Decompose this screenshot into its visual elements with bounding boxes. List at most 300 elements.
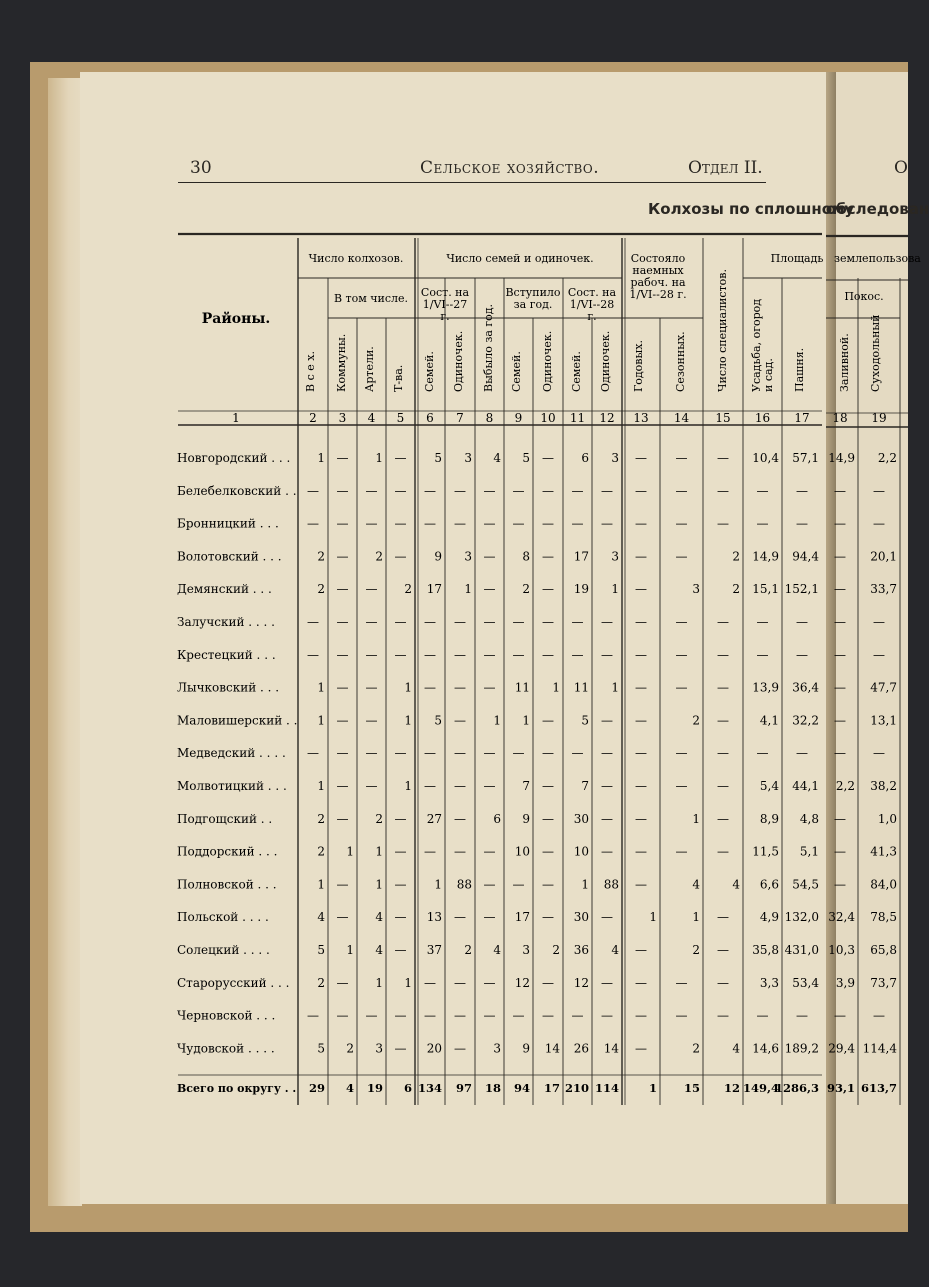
cell-col-5: — xyxy=(394,516,407,531)
cell-col-3: — xyxy=(336,549,349,564)
cell-col-8: — xyxy=(483,516,496,531)
header-families-joined: Семей. xyxy=(510,351,523,392)
cell-col-19: 47,7 xyxy=(870,680,897,695)
district-name: Волотовский . . . xyxy=(177,549,282,564)
header-dry: Суходольный xyxy=(869,314,882,392)
header-state-1927 xyxy=(421,286,470,323)
cell-col-12: — xyxy=(601,483,613,498)
section-label: Отдел II. xyxy=(688,158,763,178)
district-name: Черновской . . . xyxy=(177,1008,276,1023)
cell-col-8: — xyxy=(483,647,496,662)
cell-col-3: — xyxy=(336,647,349,662)
cell-col-6: 5 xyxy=(434,713,442,728)
cell-col-5: 1 xyxy=(404,779,412,793)
cell-col-2: 2 xyxy=(317,549,325,564)
cell-col-12: 114 xyxy=(594,1081,619,1095)
cell-col-7: 2 xyxy=(464,943,472,957)
cell-col-7: — xyxy=(454,713,466,728)
cell-col-3: — xyxy=(336,779,349,793)
cell-col-2: — xyxy=(307,516,319,531)
cell-col-2: — xyxy=(307,483,319,498)
district-name: Подгощский . . xyxy=(177,811,273,826)
header-left: Выбыло за год. xyxy=(482,303,495,392)
district-name: Маловишерский . . xyxy=(177,713,298,728)
cell-col-17: 53,4 xyxy=(792,975,819,990)
cell-col-19: 2,2 xyxy=(877,451,897,465)
cell-col-4: 2 xyxy=(375,811,383,826)
cell-col-16: 35,8 xyxy=(752,943,779,957)
cell-col-14: — xyxy=(675,975,688,990)
cell-col-16: 14,6 xyxy=(752,1041,779,1056)
cell-col-18: — xyxy=(834,1008,846,1023)
cell-col-7: — xyxy=(454,1041,466,1056)
district-name: Демянский . . . xyxy=(177,582,272,597)
cell-col-19: — xyxy=(873,483,885,498)
cell-col-18: — xyxy=(834,811,846,826)
cell-col-7: — xyxy=(454,615,466,629)
table-row xyxy=(177,681,897,695)
cell-col-8: 6 xyxy=(493,811,501,826)
cell-col-6: — xyxy=(424,615,436,629)
table-row xyxy=(177,484,885,498)
cell-col-16: — xyxy=(756,516,769,531)
district-name: Новгородский . . . xyxy=(177,451,291,465)
cell-col-7: 3 xyxy=(464,549,472,564)
cell-col-4: 1 xyxy=(375,451,383,465)
cell-col-7: — xyxy=(454,779,466,793)
district-name: Старорусский . . . xyxy=(177,975,290,990)
cell-col-2: — xyxy=(307,647,319,662)
cell-col-5: — xyxy=(394,877,407,892)
cell-col-14: 2 xyxy=(692,1041,700,1056)
cell-col-14: — xyxy=(675,451,688,465)
cell-col-17: — xyxy=(796,647,808,662)
cell-col-2: 2 xyxy=(317,811,325,826)
cell-col-13: — xyxy=(635,943,647,957)
cell-col-15: 2 xyxy=(732,582,740,597)
cell-col-8: 3 xyxy=(493,1041,501,1056)
column-number-19: 19 xyxy=(871,411,887,425)
cell-col-2: 2 xyxy=(317,844,325,859)
cell-col-9: 8 xyxy=(522,549,530,564)
cell-col-18: — xyxy=(834,844,846,859)
cell-col-15: — xyxy=(717,483,729,498)
cell-col-2: 2 xyxy=(317,582,325,597)
district-name: Всего по округу . . xyxy=(177,1082,297,1095)
cell-col-18: — xyxy=(834,549,846,564)
cell-col-12: 14 xyxy=(603,1041,619,1056)
table-row xyxy=(177,877,897,891)
cell-col-17: — xyxy=(796,615,808,629)
header-state-1928 xyxy=(568,286,617,323)
cell-col-13: — xyxy=(635,975,647,990)
cell-col-14: — xyxy=(675,746,688,761)
cell-col-10: 14 xyxy=(544,1041,560,1056)
table-title-continuation: обследован xyxy=(826,200,929,218)
cell-col-5: 1 xyxy=(404,680,412,695)
cell-col-9: — xyxy=(512,483,525,498)
header-districts: Районы. xyxy=(201,311,271,327)
cell-col-5: 1 xyxy=(404,975,412,990)
cell-col-12: — xyxy=(601,746,613,761)
column-number-8: 8 xyxy=(485,411,494,425)
column-number-15: 15 xyxy=(715,411,731,425)
cell-col-4: — xyxy=(365,647,378,662)
table-body xyxy=(177,451,897,1095)
district-name: Солецкий . . . . xyxy=(177,943,270,957)
cell-col-6: 1 xyxy=(434,877,442,892)
column-number-9: 9 xyxy=(514,411,523,425)
cell-col-8: 4 xyxy=(493,943,501,957)
cell-col-6: 5 xyxy=(434,451,442,465)
district-name: Лычковский . . . xyxy=(177,680,280,695)
cell-col-12: — xyxy=(601,910,613,925)
column-number-2: 2 xyxy=(309,411,317,425)
cell-col-6: — xyxy=(424,1008,436,1023)
cell-col-4: 3 xyxy=(375,1041,383,1056)
cell-col-15: 4 xyxy=(732,1041,740,1056)
district-name: Медведский . . . . xyxy=(177,746,286,761)
cell-col-7: — xyxy=(454,844,466,859)
cell-col-12: 3 xyxy=(611,549,619,564)
cell-col-4: — xyxy=(365,680,378,695)
column-number-14: 14 xyxy=(673,411,690,425)
cell-col-9: 17 xyxy=(514,910,530,925)
cell-col-3: 4 xyxy=(345,1081,354,1095)
column-number-1: 1 xyxy=(232,411,240,425)
cell-col-16: — xyxy=(756,1008,769,1023)
cell-col-8: — xyxy=(483,549,496,564)
header-artels: Артели. xyxy=(363,346,376,392)
cell-col-12: 1 xyxy=(611,680,619,695)
cell-col-10: 17 xyxy=(543,1081,560,1095)
cell-col-16: 3,3 xyxy=(759,975,779,990)
cell-col-11: 36 xyxy=(573,943,589,957)
cell-col-6: 9 xyxy=(434,549,442,564)
cell-col-18: — xyxy=(834,483,846,498)
cell-col-13: — xyxy=(635,1041,647,1056)
cell-col-3: — xyxy=(336,910,349,925)
cell-col-14: 3 xyxy=(692,582,700,597)
cell-col-17: — xyxy=(796,1008,808,1023)
cell-col-18: 93,1 xyxy=(826,1081,855,1095)
cell-col-8: — xyxy=(483,844,496,859)
cell-col-9: — xyxy=(512,1008,525,1023)
cell-col-11: 1 xyxy=(581,877,589,892)
cell-col-6: 37 xyxy=(426,943,442,957)
column-number-7: 7 xyxy=(456,411,464,425)
cell-col-18: — xyxy=(834,582,846,597)
header-families-and-singles: Число семей и одиночек. xyxy=(446,252,594,265)
cell-col-3: — xyxy=(336,713,349,728)
cell-col-11: 7 xyxy=(581,779,589,793)
cell-col-2: 5 xyxy=(317,1041,325,1056)
cell-col-4: — xyxy=(365,1008,378,1023)
cell-col-8: — xyxy=(483,582,496,597)
cell-col-5: — xyxy=(394,1041,407,1056)
cell-col-16: 6,6 xyxy=(759,877,779,892)
cell-col-9: — xyxy=(512,516,525,531)
cell-col-10: — xyxy=(542,647,554,662)
cell-col-16: — xyxy=(756,615,769,629)
cell-col-13: — xyxy=(635,647,647,662)
column-number-11: 11 xyxy=(569,411,586,425)
cell-col-7: 88 xyxy=(456,877,472,892)
cell-col-5: — xyxy=(394,943,407,957)
cell-col-3: — xyxy=(336,615,349,629)
cell-col-12: — xyxy=(601,975,613,990)
district-name: Поддорский . . . xyxy=(177,844,278,859)
cell-col-14: 2 xyxy=(692,943,700,957)
cell-col-18: — xyxy=(834,877,846,892)
cell-col-14: 4 xyxy=(692,877,700,892)
cell-col-7: — xyxy=(454,811,466,826)
header-singles-1927: Одиночек. xyxy=(452,330,465,392)
cell-col-15: 4 xyxy=(732,877,740,892)
header-singles-1928: Одиночек. xyxy=(599,330,612,392)
cell-col-6: 17 xyxy=(426,582,442,597)
cell-col-4: 1 xyxy=(375,975,383,990)
cell-col-8: — xyxy=(483,483,496,498)
cell-col-4: — xyxy=(365,516,378,531)
cell-col-11: 12 xyxy=(573,975,589,990)
cell-col-9: 12 xyxy=(514,975,530,990)
header-homestead-text: Усадьба, огороди сад. xyxy=(750,298,775,392)
cell-col-13: — xyxy=(635,582,647,597)
header-state-1928-text: Сост. на 1/VI--28 г. xyxy=(567,286,617,323)
column-number-10: 10 xyxy=(540,411,556,425)
header-associations: Т-ва. xyxy=(392,364,405,392)
cell-col-4: 4 xyxy=(375,943,383,957)
cell-col-3: 1 xyxy=(346,844,354,859)
cell-col-19: 13,1 xyxy=(870,713,897,728)
cell-col-16: — xyxy=(756,746,769,761)
cell-col-16: 10,4 xyxy=(752,451,779,465)
cell-col-10: — xyxy=(542,811,554,826)
cell-col-5: — xyxy=(394,483,407,498)
header-including: В том числе. xyxy=(333,292,409,305)
cell-col-4: 19 xyxy=(366,1081,383,1095)
cell-col-17: 57,1 xyxy=(792,451,819,465)
total-row xyxy=(177,1081,897,1095)
cell-col-6: 27 xyxy=(426,811,442,826)
cell-col-11: 30 xyxy=(573,910,589,925)
cell-col-19: 38,2 xyxy=(870,779,897,793)
cell-col-13: — xyxy=(635,811,647,826)
cell-col-9: 9 xyxy=(522,1041,530,1056)
header-families-1927: Семей. xyxy=(423,351,436,392)
cell-col-5: — xyxy=(394,549,407,564)
cell-col-17: 36,4 xyxy=(792,680,819,695)
cell-col-14: — xyxy=(675,779,688,793)
cell-col-18: 10,3 xyxy=(828,943,855,957)
page-number: 30 xyxy=(190,158,212,178)
cell-col-2: 1 xyxy=(317,877,325,892)
cell-col-3: — xyxy=(336,877,349,892)
header-communes: Коммуны. xyxy=(335,333,348,392)
cell-col-14: — xyxy=(675,647,688,662)
table-row xyxy=(177,1009,885,1023)
cell-col-10: — xyxy=(542,746,554,761)
cell-col-6: — xyxy=(424,647,436,662)
cell-col-7: 97 xyxy=(455,1081,472,1095)
cell-col-10: — xyxy=(542,975,554,990)
cell-col-7: 3 xyxy=(464,451,472,465)
cell-col-14: — xyxy=(675,844,688,859)
cell-col-15: — xyxy=(717,910,729,925)
cell-col-4: 2 xyxy=(375,549,383,564)
cell-col-17: 431,0 xyxy=(784,943,819,957)
cell-col-8: — xyxy=(483,975,496,990)
cell-col-8: — xyxy=(483,910,496,925)
cell-col-3: — xyxy=(336,746,349,761)
cell-col-14: — xyxy=(675,549,688,564)
cell-col-19: 73,7 xyxy=(870,975,897,990)
cell-col-13: — xyxy=(635,779,647,793)
table-row xyxy=(177,1041,897,1055)
district-name: Крестецкий . . . xyxy=(177,647,276,662)
cell-col-6: 134 xyxy=(417,1081,442,1095)
cell-col-17: 94,4 xyxy=(792,549,819,564)
cell-col-15: — xyxy=(717,516,729,531)
header-number-of-kolkhozes: Число колхозов. xyxy=(308,252,404,265)
cell-col-12: — xyxy=(601,844,613,859)
cell-col-16: 11,5 xyxy=(752,844,779,859)
cell-col-13: — xyxy=(635,746,647,761)
cell-col-8: — xyxy=(483,877,496,892)
cell-col-17: 132,0 xyxy=(784,910,819,925)
cell-col-14: 2 xyxy=(692,713,700,728)
cell-col-11: 19 xyxy=(573,582,589,597)
cell-col-9: — xyxy=(512,615,525,629)
cell-col-17: — xyxy=(796,516,808,531)
cell-col-15: — xyxy=(717,779,729,793)
cell-col-12: — xyxy=(601,1008,613,1023)
cell-col-12: 3 xyxy=(611,451,619,465)
cell-col-13: — xyxy=(635,615,647,629)
table-row xyxy=(177,779,897,793)
cell-col-3: — xyxy=(336,516,349,531)
cell-col-15: — xyxy=(717,647,729,662)
cell-col-18: 14,9 xyxy=(828,451,855,465)
cell-col-2: — xyxy=(307,1008,319,1023)
cell-col-9: — xyxy=(512,746,525,761)
cell-col-12: — xyxy=(601,811,613,826)
table-row xyxy=(177,517,885,531)
cell-col-7: — xyxy=(454,647,466,662)
cell-col-10: 2 xyxy=(552,943,560,957)
cell-col-10: — xyxy=(542,549,554,564)
cell-col-18: 2,2 xyxy=(835,779,855,793)
cell-col-13: — xyxy=(635,516,647,531)
cell-col-2: 1 xyxy=(317,779,325,793)
header-hayfields: Покос. xyxy=(844,290,884,303)
cell-col-9: 11 xyxy=(514,680,530,695)
table-row xyxy=(177,615,885,629)
table-title: Колхозы по сплошному xyxy=(648,200,855,218)
running-title: Сельское хозяйство. xyxy=(420,158,600,178)
cell-col-19: — xyxy=(873,746,885,761)
cell-col-14: — xyxy=(675,680,688,695)
cell-col-15: 12 xyxy=(723,1081,740,1095)
table-row xyxy=(177,549,897,563)
cell-col-14: — xyxy=(675,483,688,498)
cell-col-3: 1 xyxy=(346,943,354,957)
cell-col-3: — xyxy=(336,483,349,498)
column-number-13: 13 xyxy=(633,411,649,425)
column-number-4: 4 xyxy=(367,411,376,425)
cell-col-19: 613,7 xyxy=(860,1081,897,1095)
cell-col-5: — xyxy=(394,844,407,859)
cell-col-17: 44,1 xyxy=(792,779,819,793)
cell-col-2: — xyxy=(307,615,319,629)
cell-col-10: 1 xyxy=(552,680,560,695)
cell-col-8: 4 xyxy=(493,451,501,465)
cell-col-7: — xyxy=(454,746,466,761)
cell-col-17: 4,8 xyxy=(799,811,819,826)
cell-col-3: — xyxy=(336,451,349,465)
cell-col-18: 3,9 xyxy=(835,975,855,990)
cell-col-16: 13,9 xyxy=(752,680,779,695)
header-homestead xyxy=(750,299,775,392)
cell-col-18: 32,4 xyxy=(828,910,855,925)
cell-col-4: — xyxy=(365,779,378,793)
cell-col-6: — xyxy=(424,779,436,793)
cell-col-7: — xyxy=(454,516,466,531)
cell-col-14: 1 xyxy=(692,811,700,826)
cell-col-11: — xyxy=(571,615,584,629)
cell-col-13: 1 xyxy=(648,1081,657,1095)
cell-col-19: 1,0 xyxy=(877,811,897,826)
cell-col-6: — xyxy=(424,516,436,531)
cell-col-7: — xyxy=(454,975,466,990)
column-number-5: 5 xyxy=(396,411,405,425)
district-name: Полновской . . . xyxy=(177,877,277,892)
header-specialists: Число специалистов. xyxy=(716,269,729,392)
header-seasonal: Сезонных. xyxy=(674,331,687,392)
table-row xyxy=(177,845,897,859)
cell-col-4: 1 xyxy=(375,844,383,859)
cell-col-13: 1 xyxy=(649,910,657,925)
cell-col-6: — xyxy=(424,746,436,761)
cell-col-15: — xyxy=(717,943,729,957)
cell-col-4: — xyxy=(365,746,378,761)
header-joined xyxy=(505,286,560,311)
cell-col-5: — xyxy=(394,811,407,826)
cell-col-6: 20 xyxy=(426,1041,442,1056)
cell-col-11: 210 xyxy=(564,1081,589,1095)
cell-col-15: — xyxy=(717,680,729,695)
cell-col-6: — xyxy=(424,680,436,695)
cell-col-18: — xyxy=(834,516,846,531)
cell-col-5: — xyxy=(394,451,407,465)
cell-col-18: 29,4 xyxy=(828,1041,855,1056)
cell-col-12: 88 xyxy=(603,877,619,892)
cell-col-13: — xyxy=(635,844,647,859)
header-hired-workers xyxy=(629,252,686,301)
cell-col-17: 1286,3 xyxy=(774,1081,819,1095)
cell-col-17: 54,5 xyxy=(792,877,819,892)
cell-col-11: — xyxy=(571,483,584,498)
cell-col-7: 1 xyxy=(464,582,472,597)
cell-col-6: — xyxy=(424,483,436,498)
cell-col-5: 1 xyxy=(404,713,412,728)
cell-col-4: — xyxy=(365,713,378,728)
cell-col-2: 1 xyxy=(317,451,325,465)
cell-col-9: 3 xyxy=(522,943,530,957)
cell-col-9: — xyxy=(512,877,525,892)
cell-col-11: 17 xyxy=(573,549,589,564)
